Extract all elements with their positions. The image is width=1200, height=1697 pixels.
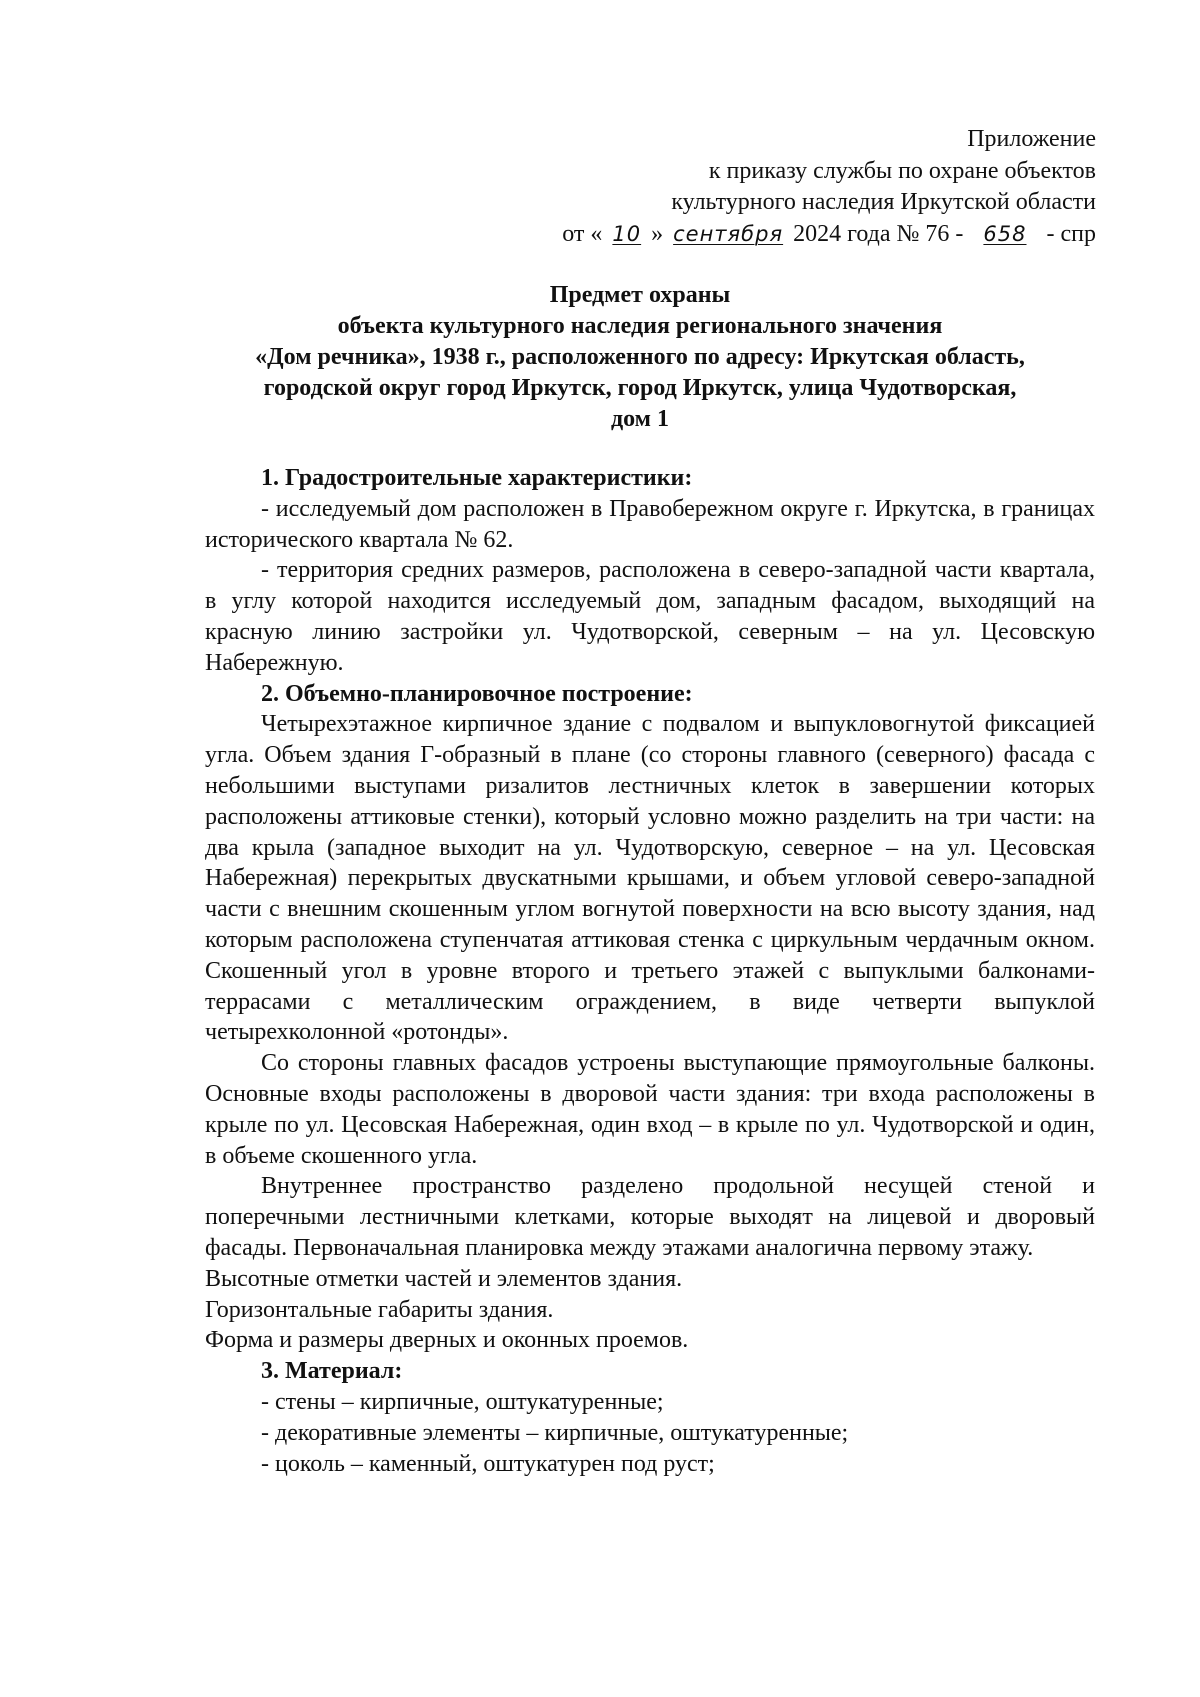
title-line-2: объекта культурного наследия регионального значения (337, 313, 943, 339)
appendix-header (562, 124, 1096, 250)
section-2-paragraph-2: Со стороны главных фасадов устроены выступающие прямоугольные балконы. Основные входы расположены в дворовой части здания: три входа расположены в крыле по ул. Цесовская Набережная, один вход – в крыле по ул. Чудотворской и один, в объеме скошенного угла. (205, 1050, 1095, 1169)
document-title (200, 280, 1080, 435)
title-line-4: городской округ город Иркутск, город Иркутск, улица Чудотворская, (263, 375, 1017, 401)
title-line-5: дом 1 (610, 406, 670, 432)
section-2-paragraph-1: Четырехэтажное кирпичное здание с подвалом и выпукловогнутой фиксацией угла. Объем здания Г-образный в плане (со стороны главного (северного) фасада с небольшими выступами ризалитов лестничных клеток в завершении которых расположены аттиковые стенки), который условно можно разделить на три части: на два крыла (западное выходит на ул. Чудотворскую, северное – на ул. Цесовская Набережная) перекрытых двускатными крышами, и объем угловой северо-западной части с внешним скошенным углом вогнутой поверхности на всю высоту здания, над которым расположена ступенчатая аттиковая стенка с циркульным чердачным окном. Скошенный угол в уровне второго и третьего этажей с выпуклыми балконами-террасами с металлическим ограждением, в виде четверти выпуклой четырехколонной «ротонды». (205, 711, 1095, 1046)
section-1-heading: 1. Градостроительные характеристики: (261, 465, 693, 491)
section-2-line-dimensions: Горизонтальные габариты здания. (205, 1296, 554, 1323)
title-line-1: Предмет охраны (549, 282, 731, 308)
section-2-line-openings: Форма и размеры дверных и оконных проемов. (205, 1327, 689, 1354)
section-2-heading: 2. Объемно-планировочное построение: (261, 680, 693, 707)
document-body (205, 463, 1095, 1479)
handwritten-day: 10 (612, 221, 642, 246)
section-2-paragraph-3: Внутреннее пространство разделено продольной несущей стеной и поперечными лестничными клетками, которые выходят на лицевой и дворовый фасады. Первоначальная планировка между этажами аналогична первому этажу. (205, 1173, 1095, 1261)
section-3-item-walls: - стены – кирпичные, оштукатуренные; (261, 1388, 664, 1415)
section-3-heading: 3. Материал: (261, 1358, 403, 1385)
quote-close: » (651, 220, 664, 247)
section-1-paragraph-1: - исследуемый дом расположен в Правобережном округе г. Иркутска, в границах исторического квартала № 62. (205, 495, 1095, 553)
order-suffix: - спр (1046, 220, 1096, 247)
order-date-line (562, 219, 1096, 251)
title-line-3: «Дом речника», 1938 г., расположенного по адресу: Иркутская область, (255, 344, 1025, 370)
order-reference-line: к приказу службы по охране объектов (708, 157, 1096, 184)
section-1-paragraph-2: - территория средних размеров, расположена в северо-западной части квартала, в углу которой находится исследуемый дом, западным фасадом, выходящий на красную линию застройки ул. Чудотворской, северным – на ул. Цесовскую Набережную. (205, 557, 1095, 676)
section-3-item-decor: - декоративные элементы – кирпичные, оштукатуренные; (261, 1419, 849, 1446)
section-2-line-heights: Высотные отметки частей и элементов здания. (205, 1265, 683, 1292)
handwritten-number: 658 (983, 221, 1027, 246)
handwritten-month: сентября (673, 221, 784, 246)
section-3-item-plinth: - цоколь – каменный, оштукатурен под руст; (261, 1450, 715, 1477)
appendix-label: Приложение (967, 126, 1096, 152)
date-prefix: от « (562, 220, 603, 247)
authority-line: культурного наследия Иркутской области (671, 189, 1096, 215)
year-and-number: 2024 года № 76 - (793, 220, 964, 247)
